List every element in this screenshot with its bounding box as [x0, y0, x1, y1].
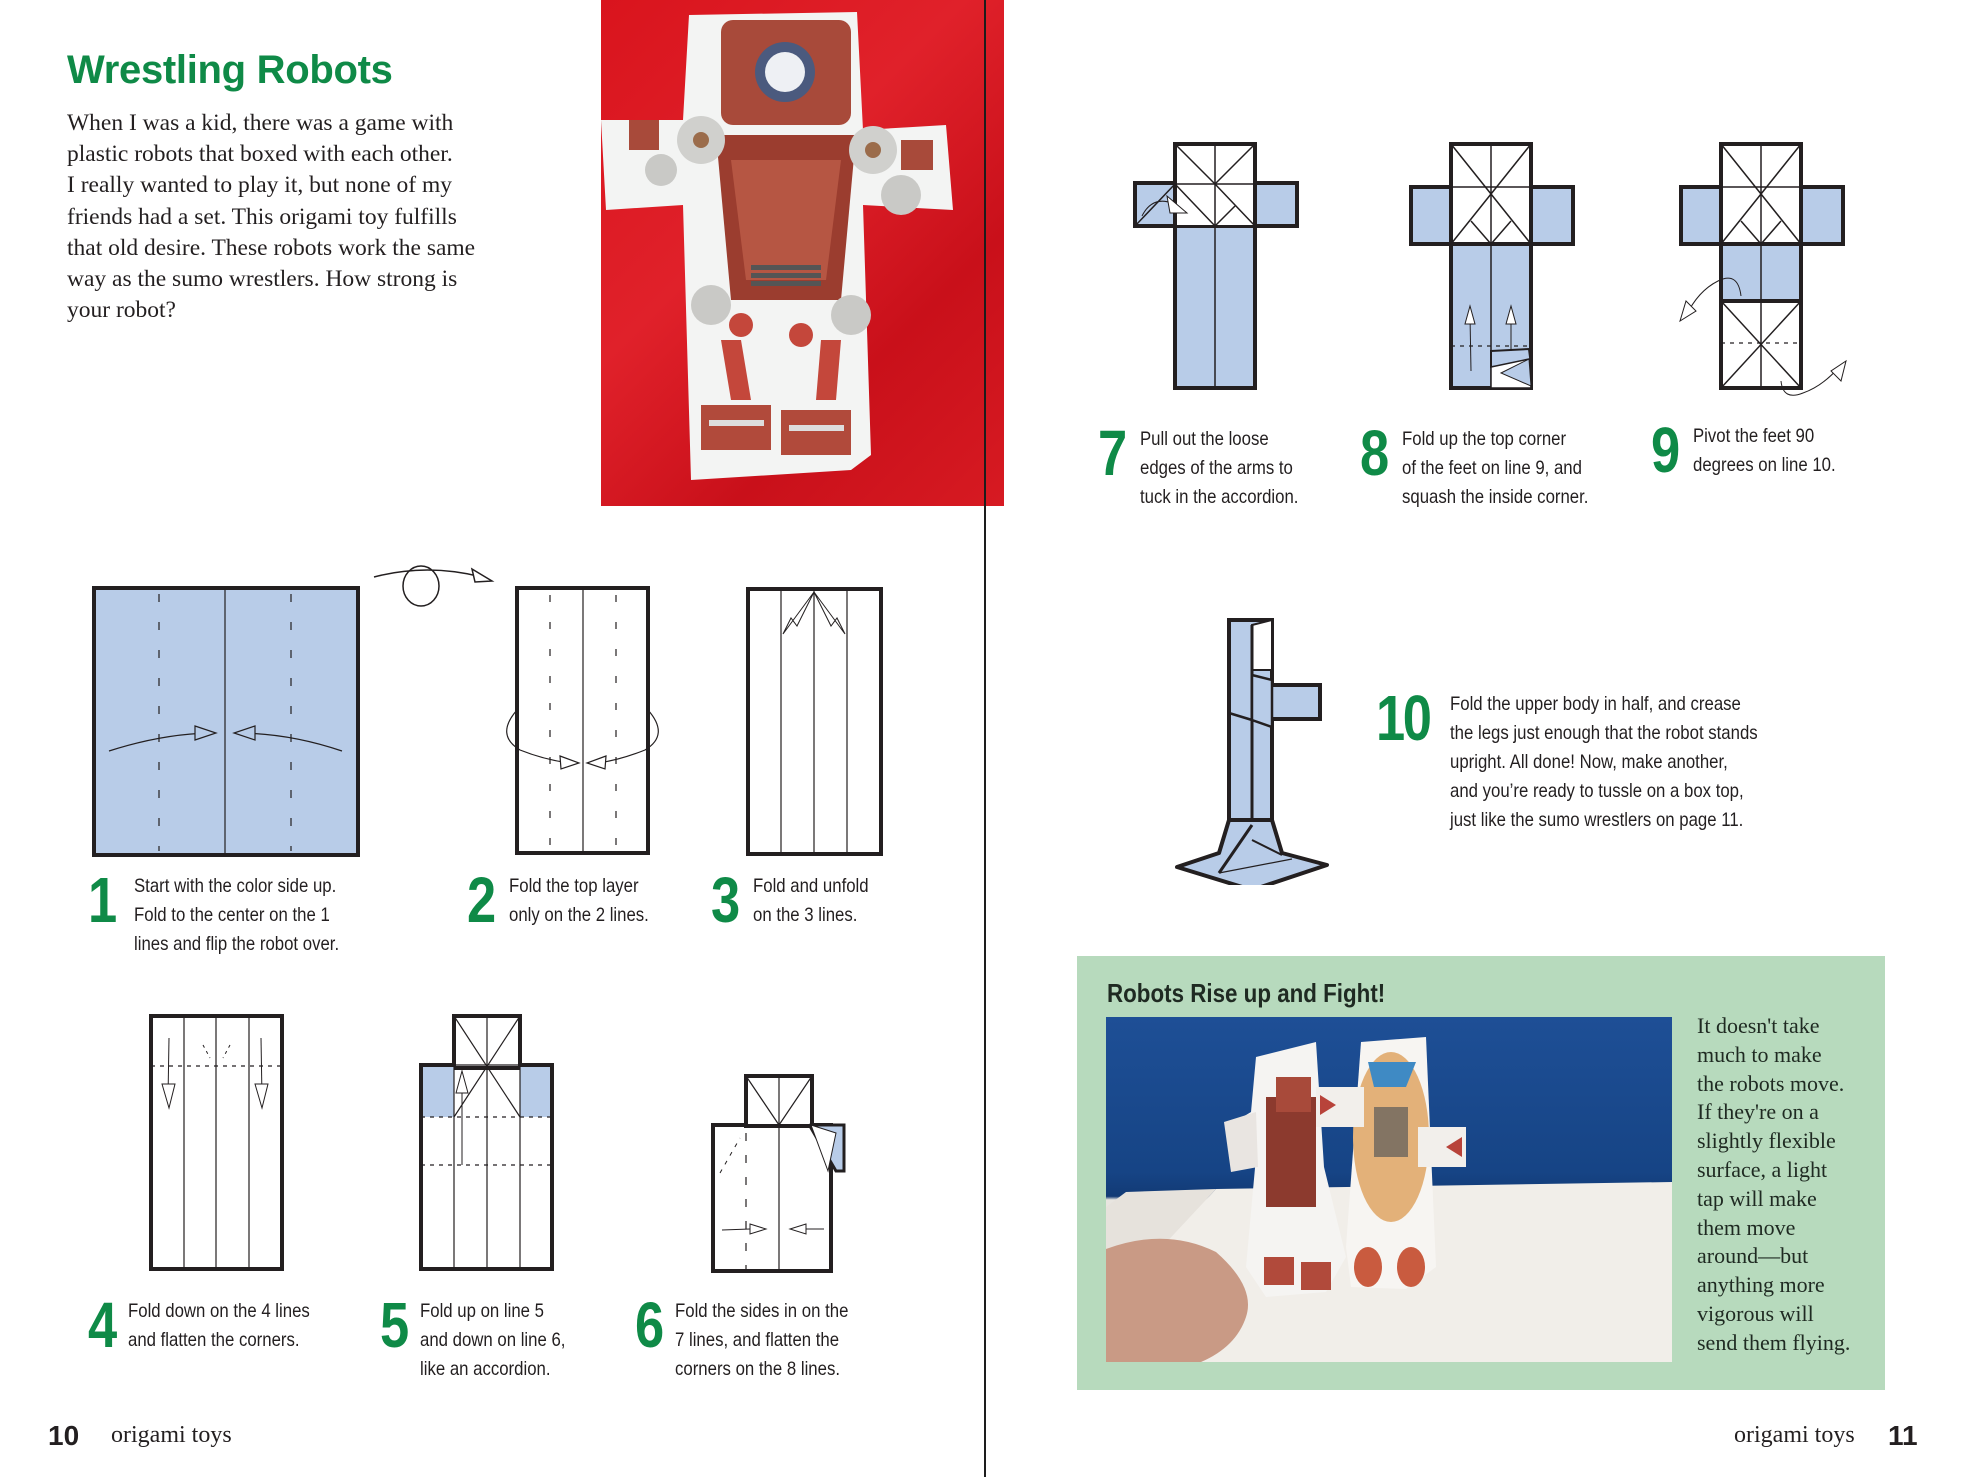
step-number: 5 [380, 1289, 407, 1361]
step-text: Fold the top layer only on the 2 lines. [509, 875, 649, 926]
step-5-diagram [418, 1013, 556, 1273]
step-8-diagram [1408, 141, 1576, 391]
step-number: 4 [88, 1289, 115, 1361]
step-7-caption [1098, 417, 1324, 512]
step-3-caption [711, 864, 887, 936]
step-7-diagram [1132, 141, 1300, 391]
step-1-diagram [92, 586, 360, 858]
step-10-caption [1376, 682, 1808, 835]
step-number: 7 [1098, 417, 1125, 489]
intro-line: way as the sumo wrestlers. How strong is [67, 266, 458, 293]
step-text: Fold the upper body in half, and crease the legs just enough that the robot stands upright. All done! Now, make another, and you’re ready to tussle on a box top, just like the sumo wrestlers on page 11. [1450, 693, 1758, 831]
step-text: Fold up the top corner of the feet on line 9, and squash the inside corner. [1402, 428, 1589, 508]
step-text: Pull out the loose edges of the arms to tuck in the accordion. [1140, 428, 1299, 508]
intro-line: your robot? [67, 297, 176, 324]
step-9-diagram [1678, 141, 1853, 401]
intro-line: When I was a kid, there was a game with [67, 110, 454, 136]
step-9-caption [1651, 414, 1859, 486]
sidebar-title: Robots Rise up and Fight! [1107, 978, 1386, 1008]
step-2-diagram [500, 585, 670, 857]
step-3-diagram [745, 586, 885, 858]
step-text: Fold down on the 4 lines and flatten the corners. [128, 1300, 310, 1351]
fighting-robots-illustration [1106, 1017, 1672, 1362]
flip-over-icon [372, 565, 497, 615]
running-footer: origami toys [111, 1422, 232, 1448]
step-text: Pivot the feet 90 degrees on line 10. [1693, 425, 1836, 476]
step-4-caption [88, 1289, 339, 1361]
step-text: Fold and unfold on the 3 lines. [753, 875, 869, 926]
step-6-diagram [710, 1073, 850, 1273]
step-number: 8 [1360, 417, 1387, 489]
step-2-caption [467, 864, 672, 936]
intro-paragraph [67, 108, 497, 326]
step-text: Fold the sides in on the 7 lines, and flatten the corners on the 8 lines. [675, 1300, 849, 1380]
intro-line: I really wanted to play it, but none of my [67, 172, 453, 199]
step-5-caption [380, 1289, 589, 1384]
sidebar-box [1077, 956, 1885, 1390]
step-10-diagram [1172, 615, 1332, 885]
step-text: Start with the color side up. Fold to the center on the 1 lines and flip the robot over. [134, 875, 340, 955]
sidebar-text: It doesn't take much to make the robots move. If they're on a slightly flexible surface, a light tap will make them move around—but anything more vigorous will send them flying. [1697, 1013, 1851, 1355]
step-text: Fold up on line 5 and down on line 6, like an accordion. [420, 1300, 566, 1380]
step-8-caption [1360, 417, 1619, 512]
step-4-diagram [148, 1013, 286, 1273]
step-number: 10 [1376, 682, 1430, 754]
intro-line: plastic robots that boxed with each other. [67, 141, 453, 168]
sidebar-photo [1106, 1017, 1672, 1362]
running-footer: origami toys [1734, 1422, 1855, 1448]
page-number: 10 [48, 1420, 80, 1451]
step-6-caption [635, 1289, 877, 1384]
intro-line: that old desire. These robots work the same [67, 234, 476, 261]
step-1-caption [88, 864, 373, 959]
page-number: 11 [1888, 1420, 1918, 1451]
step-number: 6 [635, 1289, 662, 1361]
step-number: 1 [88, 864, 115, 936]
step-number: 2 [467, 864, 494, 936]
robot-photo [601, 0, 1004, 506]
page-gutter-divider [984, 0, 986, 1477]
page-title: Wrestling Robots [67, 48, 393, 92]
robot-figure-illustration [601, 0, 1004, 506]
step-number: 9 [1651, 414, 1678, 486]
intro-line: friends had a set. This origami toy fulfills [67, 203, 457, 230]
step-number: 3 [711, 864, 738, 936]
